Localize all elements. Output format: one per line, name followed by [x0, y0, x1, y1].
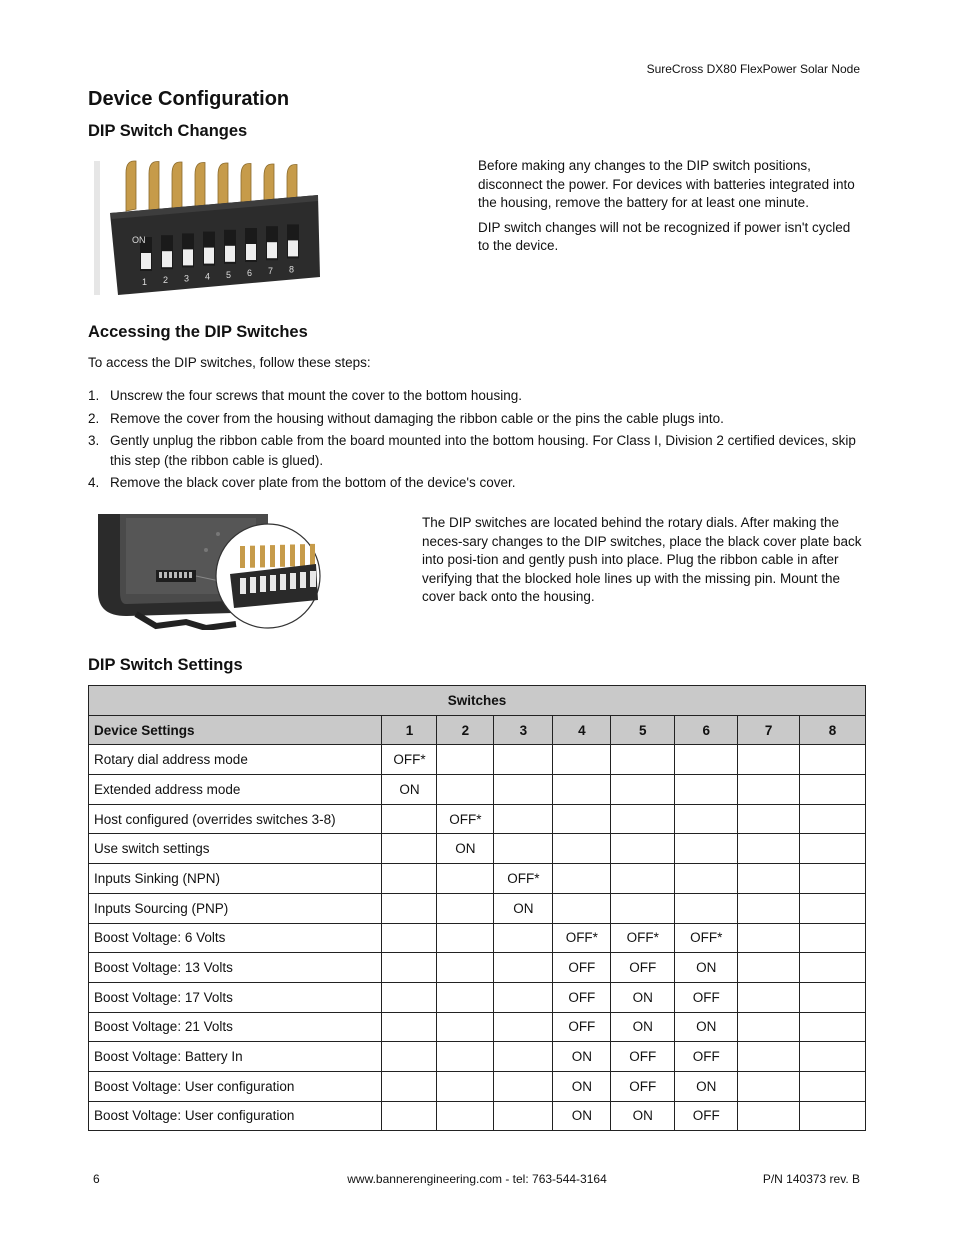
switch-value-cell: ON: [675, 1012, 738, 1042]
column-header-switch: 7: [738, 715, 800, 745]
column-header-switch: 3: [494, 715, 553, 745]
switch-value-cell: [382, 982, 437, 1012]
setting-name-cell: Boost Voltage: 21 Volts: [89, 1012, 382, 1042]
dip-number-label: 6: [247, 268, 253, 278]
switch-value-cell: [437, 893, 494, 923]
column-header-switch: 6: [675, 715, 738, 745]
switch-value-cell: [382, 893, 437, 923]
switch-value-cell: ON: [553, 1042, 611, 1072]
dip-settings-table: [88, 685, 866, 1131]
setting-name-cell: Boost Voltage: User configuration: [89, 1101, 382, 1131]
switch-value-cell: ON: [494, 893, 553, 923]
switch-value-cell: OFF*: [494, 864, 553, 894]
switch-value-cell: [738, 953, 800, 983]
table-row: [89, 804, 866, 834]
column-header-device-settings: Device Settings: [89, 715, 382, 745]
column-header-switch: 4: [553, 715, 611, 745]
switch-value-cell: [382, 804, 437, 834]
switch-value-cell: [494, 1042, 553, 1072]
table-row: [89, 953, 866, 983]
switch-value-cell: OFF*: [675, 923, 738, 953]
setting-name-cell: Boost Voltage: 17 Volts: [89, 982, 382, 1012]
table-row: [89, 982, 866, 1012]
switch-value-cell: [382, 1101, 437, 1131]
section-heading-settings: DIP Switch Settings: [88, 656, 243, 674]
switch-value-cell: [494, 953, 553, 983]
switch-value-cell: OFF*: [437, 804, 494, 834]
switch-value-cell: OFF: [611, 1042, 675, 1072]
switch-value-cell: [800, 1042, 866, 1072]
setting-name-cell: Boost Voltage: User configuration: [89, 1071, 382, 1101]
device-housing-image: [96, 512, 328, 630]
switch-value-cell: [738, 1012, 800, 1042]
switch-value-cell: [611, 775, 675, 805]
switch-value-cell: [494, 1012, 553, 1042]
switches-group-header-row: [89, 686, 866, 716]
switch-value-cell: [382, 953, 437, 983]
column-header-row: [89, 715, 866, 745]
table-row: [89, 893, 866, 923]
table-row: [89, 745, 866, 775]
dip-number-label: 1: [142, 277, 148, 287]
switch-value-cell: ON: [611, 982, 675, 1012]
switch-value-cell: [382, 1071, 437, 1101]
switch-value-cell: [800, 923, 866, 953]
switch-value-cell: OFF*: [611, 923, 675, 953]
switch-value-cell: [494, 982, 553, 1012]
dip-number-label: 5: [226, 269, 232, 280]
switch-value-cell: [611, 893, 675, 923]
table-row: [89, 1012, 866, 1042]
dip-switch-image: [92, 155, 324, 297]
list-item: [88, 386, 858, 406]
switch-value-cell: [382, 923, 437, 953]
switch-value-cell: ON: [553, 1101, 611, 1131]
dip-changes-text: [478, 157, 863, 262]
switch-value-cell: [800, 775, 866, 805]
column-header-switch: 1: [382, 715, 437, 745]
setting-name-cell: Inputs Sourcing (PNP): [89, 893, 382, 923]
switch-value-cell: [553, 775, 611, 805]
column-header-switch: 2: [437, 715, 494, 745]
switch-value-cell: OFF: [675, 1101, 738, 1131]
table-row: [89, 923, 866, 953]
switch-value-cell: [437, 1042, 494, 1072]
switch-value-cell: ON: [675, 953, 738, 983]
switch-value-cell: [437, 775, 494, 805]
column-header-switch: 8: [800, 715, 866, 745]
switch-value-cell: [553, 893, 611, 923]
setting-name-cell: Extended address mode: [89, 775, 382, 805]
switch-value-cell: OFF*: [382, 745, 437, 775]
dip-number-label: 4: [205, 271, 211, 282]
switch-value-cell: [738, 834, 800, 864]
switch-value-cell: OFF: [675, 1042, 738, 1072]
switch-value-cell: ON: [611, 1012, 675, 1042]
step-text: Remove the black cover plate from the bottom of the device's cover.: [110, 475, 516, 490]
switch-value-cell: [800, 864, 866, 894]
switch-value-cell: [437, 982, 494, 1012]
page-title: Device Configuration: [88, 88, 290, 110]
switch-value-cell: [382, 1012, 437, 1042]
switch-value-cell: [494, 923, 553, 953]
dip-on-label: ON: [132, 235, 146, 245]
switch-value-cell: OFF: [553, 982, 611, 1012]
switch-value-cell: [611, 864, 675, 894]
running-header: SureCross DX80 FlexPower Solar Node: [646, 62, 860, 76]
switch-value-cell: [800, 1012, 866, 1042]
switch-value-cell: ON: [437, 834, 494, 864]
switch-value-cell: [553, 834, 611, 864]
table-row: [89, 834, 866, 864]
table-row: [89, 1101, 866, 1131]
switch-value-cell: [494, 1101, 553, 1131]
switch-value-cell: [437, 953, 494, 983]
table-row: [89, 1071, 866, 1101]
dip-changes-paragraph: DIP switch changes will not be recognized if power isn't cycled to the device.: [478, 219, 851, 253]
switch-value-cell: OFF: [675, 982, 738, 1012]
switch-value-cell: [738, 1071, 800, 1101]
list-item: [88, 431, 858, 470]
switch-value-cell: [675, 864, 738, 894]
switch-value-cell: [738, 982, 800, 1012]
switch-value-cell: [494, 834, 553, 864]
setting-name-cell: Boost Voltage: 13 Volts: [89, 953, 382, 983]
switch-value-cell: [494, 745, 553, 775]
switch-value-cell: [611, 834, 675, 864]
switch-value-cell: [738, 1101, 800, 1131]
setting-name-cell: Inputs Sinking (NPN): [89, 864, 382, 894]
switch-value-cell: [382, 864, 437, 894]
dip-number-label: 3: [184, 273, 190, 284]
step-number: 2.: [88, 410, 100, 426]
switch-value-cell: [800, 834, 866, 864]
switch-value-cell: [738, 745, 800, 775]
step-number: 4.: [88, 475, 100, 490]
setting-name-cell: Use switch settings: [89, 834, 382, 864]
switch-value-cell: [382, 834, 437, 864]
dip-number-label: 7: [268, 266, 274, 277]
switch-value-cell: [738, 1042, 800, 1072]
switch-value-cell: [494, 804, 553, 834]
list-item: [88, 409, 858, 429]
table-row: [89, 864, 866, 894]
switch-value-cell: [800, 893, 866, 923]
table-row: [89, 775, 866, 805]
section-heading-dip-switch-changes: DIP Switch Changes: [88, 122, 248, 140]
step-text: Unscrew the four screws that mount the cover to the bottom housing.: [110, 388, 522, 403]
section-heading-accessing: Accessing the DIP Switches: [88, 323, 308, 341]
dip-number-label: 2: [163, 275, 169, 286]
setting-name-cell: Boost Voltage: Battery In: [89, 1042, 382, 1072]
switch-value-cell: OFF: [553, 1012, 611, 1042]
switch-value-cell: ON: [382, 775, 437, 805]
step-text: Gently unplug the ribbon cable from the board mounted into the bottom housing. For Class I, Division 2 certified devices, skip this step (the ribbon cable is glued).: [110, 433, 856, 468]
list-item: [88, 473, 858, 493]
dip-location-paragraph: The DIP switches are located behind the rotary dials. After making the neces-sary changes to the DIP switches, place the black cover plate back into posi-tion and gently push into place. Plug the ribbon cable in after verifying that the blocked hole lines up with the missing pin. Mount the cover back onto the housing.: [422, 515, 862, 604]
switch-value-cell: [675, 775, 738, 805]
switch-value-cell: [800, 804, 866, 834]
switch-value-cell: [738, 775, 800, 805]
switch-value-cell: [738, 893, 800, 923]
setting-name-cell: Rotary dial address mode: [89, 745, 382, 775]
step-number: 1.: [88, 388, 100, 403]
switch-value-cell: [800, 982, 866, 1012]
switch-value-cell: ON: [611, 1101, 675, 1131]
switch-value-cell: [675, 804, 738, 834]
page-number: 6: [93, 1172, 100, 1186]
switch-value-cell: OFF: [553, 953, 611, 983]
switch-value-cell: OFF: [611, 1071, 675, 1101]
switch-value-cell: [437, 1071, 494, 1101]
steps-intro: To access the DIP switches, follow these steps:: [88, 355, 371, 370]
switch-value-cell: [437, 745, 494, 775]
switch-value-cell: [494, 1071, 553, 1101]
switches-group-header: Switches: [89, 686, 866, 716]
dip-number-label: 8: [289, 264, 295, 275]
switch-value-cell: [382, 1042, 437, 1072]
switch-value-cell: ON: [553, 1071, 611, 1101]
switch-value-cell: [553, 864, 611, 894]
switch-value-cell: [437, 864, 494, 894]
column-header-switch: 5: [611, 715, 675, 745]
step-number: 3.: [88, 433, 100, 448]
setting-name-cell: Boost Voltage: 6 Volts: [89, 923, 382, 953]
step-text: Remove the cover from the housing without damaging the ribbon cable or the pins the cable plugs into.: [110, 410, 724, 426]
switch-value-cell: [611, 745, 675, 775]
switch-value-cell: [553, 804, 611, 834]
switch-value-cell: [494, 775, 553, 805]
switch-value-cell: [800, 1071, 866, 1101]
switch-value-cell: [800, 953, 866, 983]
switch-value-cell: ON: [675, 1071, 738, 1101]
switch-value-cell: [800, 1101, 866, 1131]
table-row: [89, 1042, 866, 1072]
switch-value-cell: OFF*: [553, 923, 611, 953]
switch-value-cell: [675, 893, 738, 923]
steps-list: [88, 386, 858, 496]
switch-value-cell: [553, 745, 611, 775]
switch-value-cell: [675, 834, 738, 864]
switch-value-cell: [437, 1101, 494, 1131]
switch-value-cell: [738, 864, 800, 894]
switch-value-cell: [437, 1012, 494, 1042]
switch-value-cell: [800, 745, 866, 775]
footer-contact: www.bannerengineering.com - tel: 763-544-3164: [347, 1172, 607, 1186]
switch-value-cell: [437, 923, 494, 953]
switch-value-cell: [738, 923, 800, 953]
switch-value-cell: OFF: [611, 953, 675, 983]
setting-name-cell: Host configured (overrides switches 3-8): [89, 804, 382, 834]
dip-changes-paragraph: Before making any changes to the DIP switch positions, disconnect the power. For devices with batteries integrated into the housing, remove the battery for at least one minute.: [478, 158, 855, 210]
switch-value-cell: [675, 745, 738, 775]
switch-value-cell: [738, 804, 800, 834]
switch-value-cell: [611, 804, 675, 834]
footer-part-number: P/N 140373 rev. B: [762, 1172, 860, 1186]
